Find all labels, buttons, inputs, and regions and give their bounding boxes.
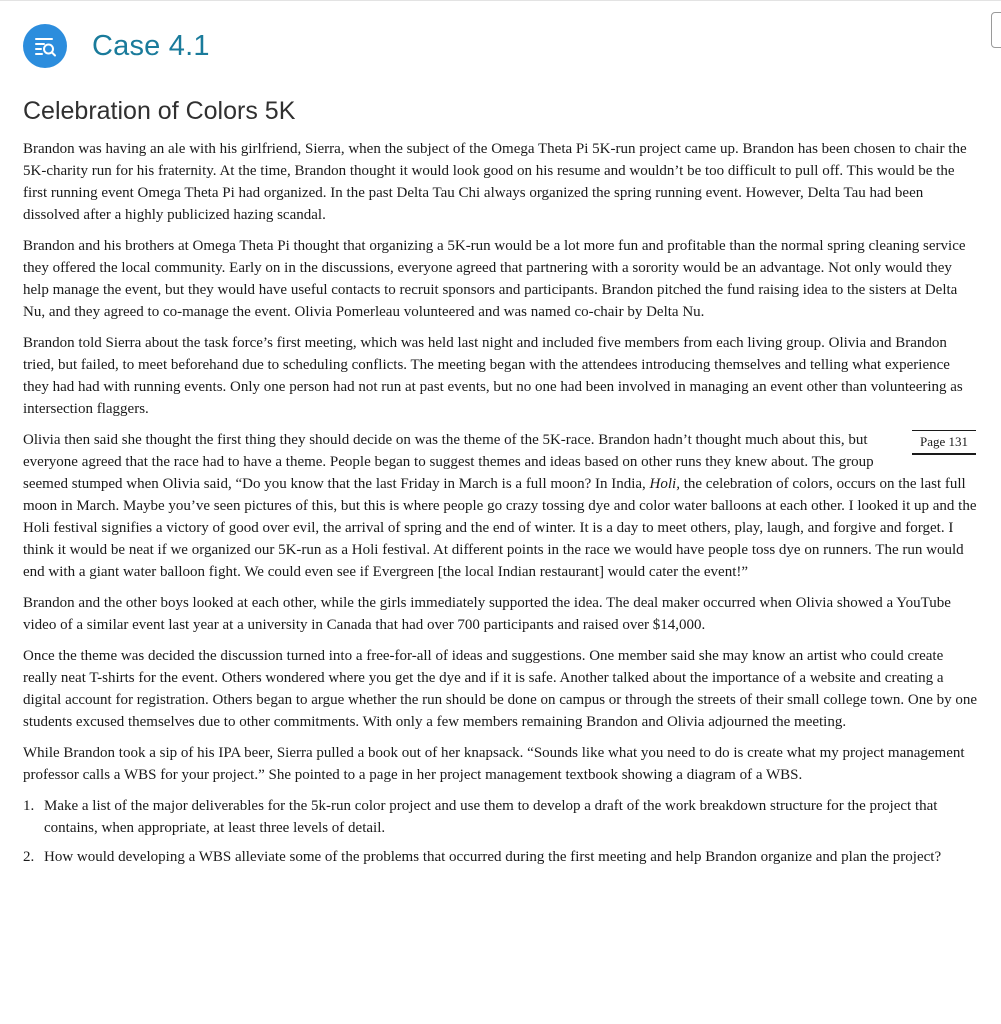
paragraph — [23, 429, 978, 583]
paragraph: Brandon and his brothers at Omega Theta Pi thought that organizing a 5K-run would be a lot more fun and profitable than the normal spring cleaning service they offered the local community. Early on in the discussions, everyone agreed that partnering with a sorority would be an advantage. Not only would they help manage the event, but they would have useful contacts to recruit sponsors and participants. Brandon pitched the fund raising idea to the sisters at Delta Nu, and they agreed to co-manage the event. Olivia Pomerleau volunteered and was named co-chair by Delta Nu. — [23, 238, 966, 320]
question-list — [23, 795, 978, 868]
question-item — [23, 846, 978, 868]
question-text: Make a list of the major deliverables for the 5k-run color project and use them to develop a draft of the work breakdown structure for the project that contains, when appropriate, at least three levels of detail. — [44, 798, 938, 836]
paragraph: Brandon told Sierra about the task force’s first meeting, which was held last night and included five members from each living group. Olivia and Brandon tried, but failed, to meet beforehand due to scheduling conflicts. The meeting began with the attendees introducing themselves and telling what experience they had had with running events. Only one person had not run at past events, but no one had been involved in managing an event other than volunteering as intersection flaggers. — [23, 335, 963, 417]
holi-term: Holi, — [649, 476, 680, 492]
question-number: 1. — [23, 798, 35, 814]
paragraph: Brandon was having an ale with his girlfriend, Sierra, when the subject of the Omega Theta Pi 5K-run project came up. Brandon has been chosen to chair the 5K-charity run for his fraternity. At the time, Brandon thought it would look good on his resume and wouldn’t be too difficult to pull off. This would be the first running event Omega Theta Pi had organized. In the past Delta Tau Chi always organized the spring running event. However, Delta Tau had been dissolved after a highly publicized hazing scandal. — [23, 141, 967, 223]
question-text: How would developing a WBS alleviate some of the problems that occurred during the first meeting and help Brandon organize and plan the project? — [44, 849, 942, 865]
search-document-icon — [23, 24, 67, 68]
paragraph: While Brandon took a sip of his IPA beer, Sierra pulled a book out of her knapsack. “Sounds like what you need to do is create what my project management professor calls a WBS for your project.” She pointed to a page in her project management textbook showing a diagram of a WBS. — [23, 745, 965, 783]
paragraph-text: the celebration of colors, occurs on the last full moon in March. Maybe you’ve seen pictures of this, but this is where people go crazy tossing dye and color water balloons at each other. I looked it up and the Holi festival signifies a victory of good over evil, the arrival of spring and the end of winter. It is a day to meet others, play, laugh, and forgive and forget. I think it would be neat if we organized our 5K-run as a Holi festival. At different points in the race we would have people toss dye on runners. The run would end with a giant water balloon fight. We could even see if Evergreen [the local Indian restaurant] would cater the event!” — [23, 476, 977, 580]
question-item — [23, 795, 978, 839]
case-title: Celebration of Colors 5K — [23, 97, 296, 125]
page-marker — [912, 430, 976, 455]
paragraph-text: Olivia then said she thought the first thing they should decide on was the theme of the 5K-race. Brandon hadn’t thought much about this, but everyone agreed that the race had to have a theme. People began to suggest themes and ideas based on other runs they knew about. The group seemed stumped when Olivia said, “Do you know that the last Friday in March is a full moon? In India, — [23, 432, 874, 492]
case-header — [23, 24, 210, 68]
paragraph: Once the theme was decided the discussion turned into a free-for-all of ideas and suggestions. One member said she may know an artist who could create really neat T-shirts for the event. Others wondered where you get the dye and if it is safe. Another talked about the importance of a website and creating a digital account for registration. Others began to argue whether the run should be done on campus or through the streets of their small college town. One by one students excused themselves due to other commitments. With only a few members remaining Brandon and Olivia adjourned the meeting. — [23, 648, 978, 730]
case-label: Case 4.1 — [92, 29, 210, 62]
page-marker-label: Page 131 — [919, 434, 969, 449]
top-divider — [0, 0, 1001, 1]
question-number: 2. — [23, 849, 35, 865]
side-panel-toggle[interactable] — [991, 12, 1001, 48]
paragraph: Brandon and the other boys looked at each other, while the girls immediately supported the idea. The deal maker occurred when Olivia showed a YouTube video of a similar event last year at a university in Canada that had over 700 participants and raised over $14,000. — [23, 595, 951, 633]
case-body — [23, 138, 978, 875]
